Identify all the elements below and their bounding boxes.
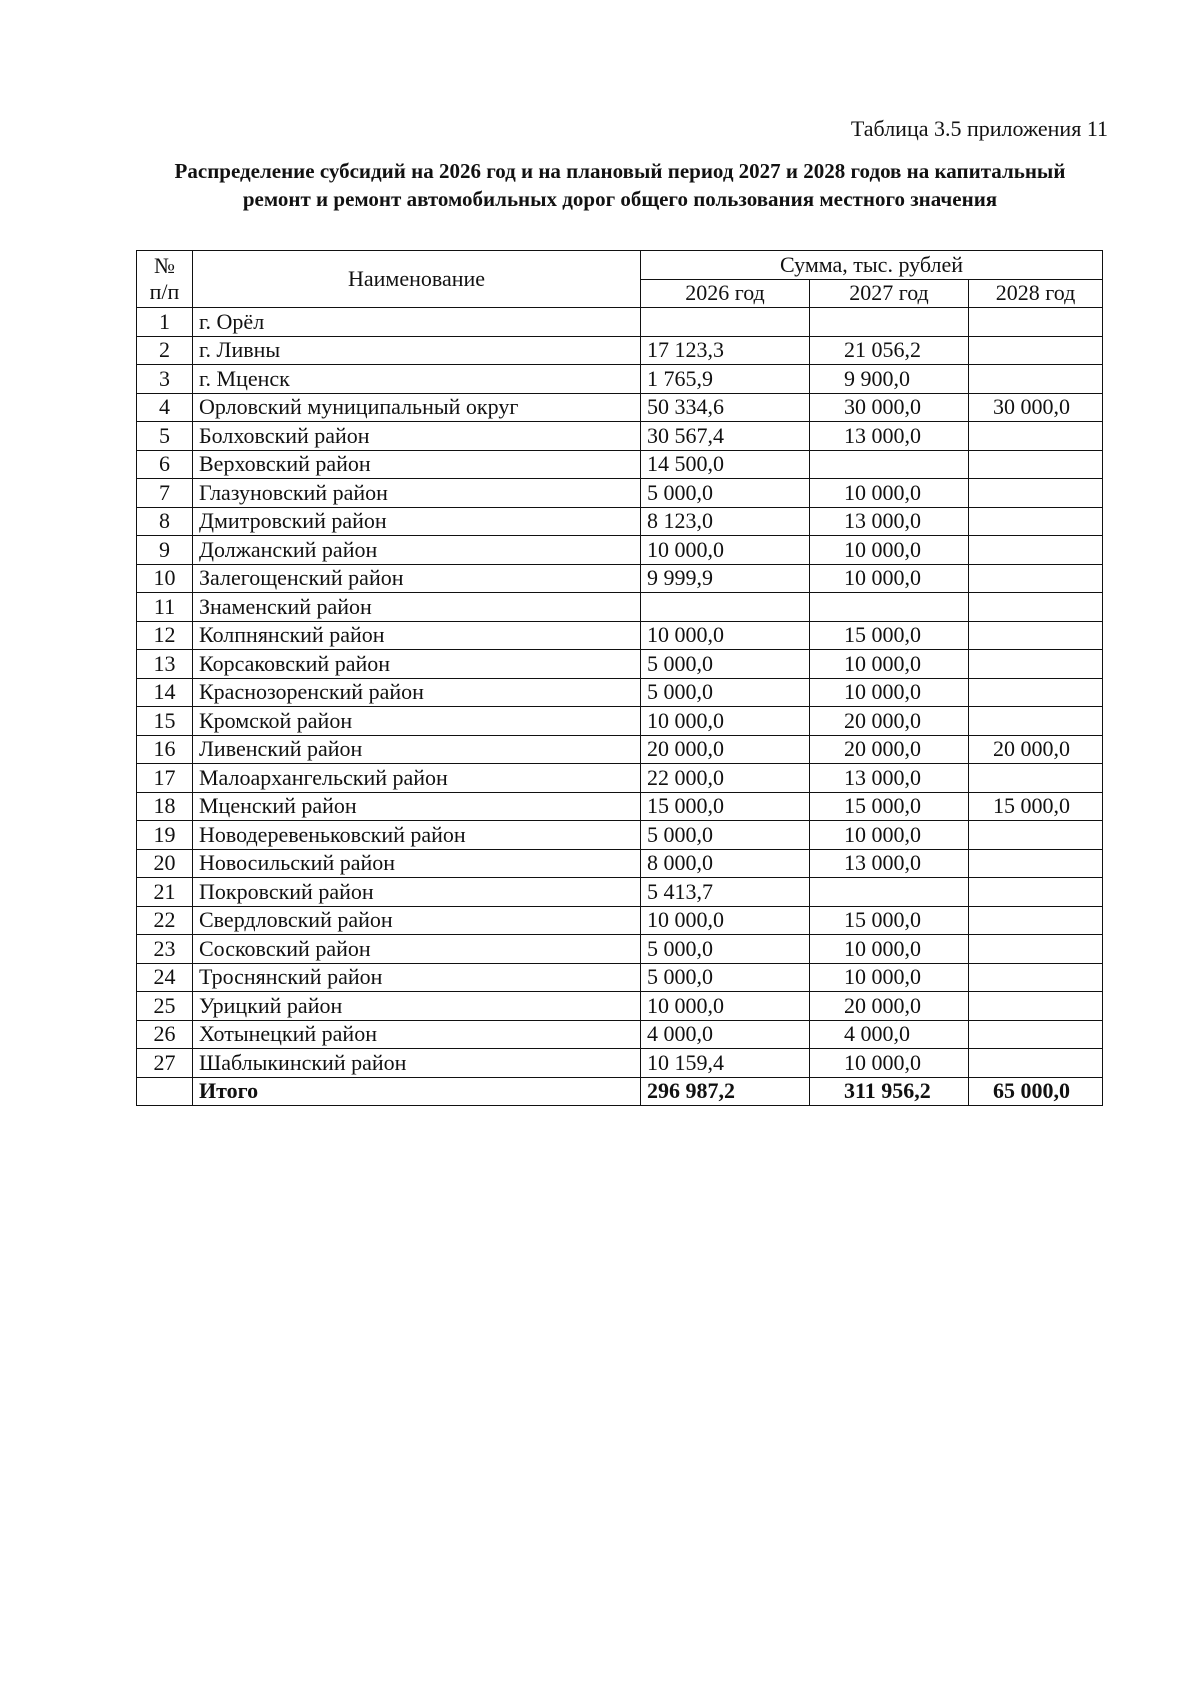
row-2028-cell — [969, 935, 1103, 964]
row-2028-cell — [969, 821, 1103, 850]
row-2028-cell — [969, 564, 1103, 593]
row-number-cell: 23 — [137, 935, 193, 964]
table-row — [137, 536, 1103, 565]
row-2028-cell — [969, 536, 1103, 565]
row-2028-cell — [969, 308, 1103, 337]
total-row-name-cell: Итого — [193, 1077, 641, 1106]
row-number-cell: 21 — [137, 878, 193, 907]
row-2027-cell: 10 000,0 — [810, 821, 969, 850]
row-name-cell: Верховский район — [193, 450, 641, 479]
table-header — [137, 251, 1103, 308]
row-2027-cell: 13 000,0 — [810, 422, 969, 451]
row-2028-cell — [969, 992, 1103, 1021]
row-name-cell: Шаблыкинский район — [193, 1049, 641, 1078]
row-number-cell: 26 — [137, 1020, 193, 1049]
table-row — [137, 906, 1103, 935]
row-2028-cell — [969, 479, 1103, 508]
row-2027-cell: 15 000,0 — [810, 621, 969, 650]
row-2027-cell: 15 000,0 — [810, 792, 969, 821]
header-year-2026: 2026 год — [641, 279, 810, 308]
row-name-cell: Хотынецкий район — [193, 1020, 641, 1049]
row-2028-cell — [969, 593, 1103, 622]
row-number-cell: 20 — [137, 849, 193, 878]
row-2026-cell: 17 123,3 — [641, 336, 810, 365]
total-row-2026-cell: 296 987,2 — [641, 1077, 810, 1106]
total-row — [137, 1077, 1103, 1106]
row-2027-cell — [810, 308, 969, 337]
row-number-cell: 16 — [137, 735, 193, 764]
total-row-number-cell — [137, 1077, 193, 1106]
table-row — [137, 935, 1103, 964]
row-2026-cell: 20 000,0 — [641, 735, 810, 764]
header-number-line1: № — [154, 253, 175, 278]
row-name-cell: Дмитровский район — [193, 507, 641, 536]
row-name-cell: Сосковский район — [193, 935, 641, 964]
row-name-cell: Колпнянский район — [193, 621, 641, 650]
header-year-2028: 2028 год — [969, 279, 1103, 308]
row-number-cell: 7 — [137, 479, 193, 508]
row-name-cell: Залегощенский район — [193, 564, 641, 593]
row-2027-cell: 15 000,0 — [810, 906, 969, 935]
row-number-cell: 14 — [137, 678, 193, 707]
row-2026-cell: 10 000,0 — [641, 621, 810, 650]
row-number-cell: 12 — [137, 621, 193, 650]
row-2026-cell: 10 000,0 — [641, 707, 810, 736]
row-number-cell: 1 — [137, 308, 193, 337]
row-2028-cell — [969, 678, 1103, 707]
row-name-cell: Новодеревеньковский район — [193, 821, 641, 850]
row-name-cell: Покровский район — [193, 878, 641, 907]
table-row — [137, 678, 1103, 707]
document-title: Распределение субсидий на 2026 год и на плановый период 2027 и 2028 годов на капитальный ремонт и ремонт автомобильных дорог общего пользования местного значения — [174, 159, 1066, 211]
row-2026-cell: 15 000,0 — [641, 792, 810, 821]
row-2027-cell: 20 000,0 — [810, 992, 969, 1021]
table-row — [137, 621, 1103, 650]
row-number-cell: 22 — [137, 906, 193, 935]
row-name-cell: Малоархангельский район — [193, 764, 641, 793]
row-2026-cell: 50 334,6 — [641, 393, 810, 422]
row-2026-cell: 5 000,0 — [641, 678, 810, 707]
row-2027-cell: 21 056,2 — [810, 336, 969, 365]
row-2026-cell: 5 000,0 — [641, 821, 810, 850]
row-2026-cell: 10 000,0 — [641, 992, 810, 1021]
table-row — [137, 764, 1103, 793]
row-2028-cell: 30 000,0 — [969, 393, 1103, 422]
row-2027-cell — [810, 593, 969, 622]
row-number-cell: 15 — [137, 707, 193, 736]
table-row — [137, 308, 1103, 337]
row-2026-cell: 1 765,9 — [641, 365, 810, 394]
row-number-cell: 9 — [137, 536, 193, 565]
row-number-cell: 24 — [137, 963, 193, 992]
row-number-cell: 25 — [137, 992, 193, 1021]
row-2027-cell — [810, 878, 969, 907]
row-2028-cell — [969, 507, 1103, 536]
row-2028-cell — [969, 878, 1103, 907]
row-2028-cell — [969, 707, 1103, 736]
row-2027-cell: 10 000,0 — [810, 963, 969, 992]
row-name-cell: Глазуновский район — [193, 479, 641, 508]
row-2028-cell: 20 000,0 — [969, 735, 1103, 764]
row-name-cell: Кромской район — [193, 707, 641, 736]
table-body — [137, 308, 1103, 1106]
row-name-cell: Болховский район — [193, 422, 641, 451]
row-name-cell: Знаменский район — [193, 593, 641, 622]
table-row — [137, 479, 1103, 508]
table-row — [137, 336, 1103, 365]
row-name-cell: Должанский район — [193, 536, 641, 565]
row-2026-cell: 8 123,0 — [641, 507, 810, 536]
table-row — [137, 992, 1103, 1021]
row-name-cell: Урицкий район — [193, 992, 641, 1021]
row-2026-cell: 10 159,4 — [641, 1049, 810, 1078]
header-name: Наименование — [193, 251, 641, 308]
row-name-cell: Свердловский район — [193, 906, 641, 935]
row-2028-cell — [969, 621, 1103, 650]
row-2026-cell: 10 000,0 — [641, 906, 810, 935]
row-number-cell: 27 — [137, 1049, 193, 1078]
row-2027-cell: 9 900,0 — [810, 365, 969, 394]
row-2026-cell — [641, 593, 810, 622]
row-2026-cell: 8 000,0 — [641, 849, 810, 878]
row-name-cell: Корсаковский район — [193, 650, 641, 679]
table-row — [137, 450, 1103, 479]
row-2028-cell — [969, 450, 1103, 479]
row-2026-cell: 9 999,9 — [641, 564, 810, 593]
row-2028-cell — [969, 365, 1103, 394]
subsidy-table — [136, 250, 1103, 1106]
table-row — [137, 849, 1103, 878]
row-2028-cell — [969, 849, 1103, 878]
table-row — [137, 393, 1103, 422]
header-number — [137, 251, 193, 308]
row-2028-cell — [969, 906, 1103, 935]
row-2027-cell: 13 000,0 — [810, 764, 969, 793]
row-name-cell: Мценский район — [193, 792, 641, 821]
header-sum-group: Сумма, тыс. рублей — [641, 251, 1103, 280]
row-2028-cell — [969, 336, 1103, 365]
row-2026-cell: 22 000,0 — [641, 764, 810, 793]
row-2026-cell: 5 000,0 — [641, 650, 810, 679]
row-2028-cell: 15 000,0 — [969, 792, 1103, 821]
row-name-cell: Орловский муниципальный округ — [193, 393, 641, 422]
row-2026-cell: 5 000,0 — [641, 935, 810, 964]
row-2027-cell — [810, 450, 969, 479]
row-number-cell: 4 — [137, 393, 193, 422]
row-name-cell: Ливенский район — [193, 735, 641, 764]
table-row — [137, 792, 1103, 821]
row-2027-cell: 10 000,0 — [810, 536, 969, 565]
row-2027-cell: 20 000,0 — [810, 735, 969, 764]
row-2027-cell: 4 000,0 — [810, 1020, 969, 1049]
row-2028-cell — [969, 650, 1103, 679]
row-2026-cell: 5 000,0 — [641, 963, 810, 992]
row-name-cell: г. Мценск — [193, 365, 641, 394]
table-row — [137, 707, 1103, 736]
row-2028-cell — [969, 422, 1103, 451]
table-row — [137, 650, 1103, 679]
row-2027-cell: 10 000,0 — [810, 678, 969, 707]
row-number-cell: 5 — [137, 422, 193, 451]
row-2026-cell: 30 567,4 — [641, 422, 810, 451]
row-number-cell: 19 — [137, 821, 193, 850]
row-number-cell: 13 — [137, 650, 193, 679]
table-row — [137, 735, 1103, 764]
row-number-cell: 17 — [137, 764, 193, 793]
table-row — [137, 1049, 1103, 1078]
row-2026-cell: 14 500,0 — [641, 450, 810, 479]
row-number-cell: 8 — [137, 507, 193, 536]
row-2027-cell: 30 000,0 — [810, 393, 969, 422]
row-name-cell: г. Орёл — [193, 308, 641, 337]
row-name-cell: Новосильский район — [193, 849, 641, 878]
total-row-2027-cell: 311 956,2 — [810, 1077, 969, 1106]
table-row — [137, 821, 1103, 850]
row-name-cell: г. Ливны — [193, 336, 641, 365]
row-2027-cell: 10 000,0 — [810, 564, 969, 593]
row-2027-cell: 10 000,0 — [810, 650, 969, 679]
row-number-cell: 11 — [137, 593, 193, 622]
row-2027-cell: 20 000,0 — [810, 707, 969, 736]
table-row — [137, 878, 1103, 907]
row-2026-cell: 5 413,7 — [641, 878, 810, 907]
row-2026-cell — [641, 308, 810, 337]
row-2026-cell: 10 000,0 — [641, 536, 810, 565]
header-year-2027: 2027 год — [810, 279, 969, 308]
table-row — [137, 422, 1103, 451]
row-2028-cell — [969, 764, 1103, 793]
row-number-cell: 2 — [137, 336, 193, 365]
row-number-cell: 6 — [137, 450, 193, 479]
table-row — [137, 564, 1103, 593]
row-number-cell: 18 — [137, 792, 193, 821]
row-2028-cell — [969, 1049, 1103, 1078]
row-2027-cell: 13 000,0 — [810, 849, 969, 878]
row-2026-cell: 4 000,0 — [641, 1020, 810, 1049]
table-row — [137, 507, 1103, 536]
row-2027-cell: 10 000,0 — [810, 935, 969, 964]
row-2028-cell — [969, 1020, 1103, 1049]
row-number-cell: 10 — [137, 564, 193, 593]
table-row — [137, 593, 1103, 622]
table-row — [137, 365, 1103, 394]
table-row — [137, 1020, 1103, 1049]
table-row — [137, 963, 1103, 992]
row-number-cell: 3 — [137, 365, 193, 394]
row-2027-cell: 10 000,0 — [810, 1049, 969, 1078]
row-2028-cell — [969, 963, 1103, 992]
header-number-line2: п/п — [149, 279, 180, 304]
row-name-cell: Краснозоренский район — [193, 678, 641, 707]
appendix-label: Таблица 3.5 приложения 11 — [850, 116, 1108, 141]
total-row-2028-cell: 65 000,0 — [969, 1077, 1103, 1106]
row-2026-cell: 5 000,0 — [641, 479, 810, 508]
row-2027-cell: 10 000,0 — [810, 479, 969, 508]
row-2027-cell: 13 000,0 — [810, 507, 969, 536]
row-name-cell: Троснянский район — [193, 963, 641, 992]
